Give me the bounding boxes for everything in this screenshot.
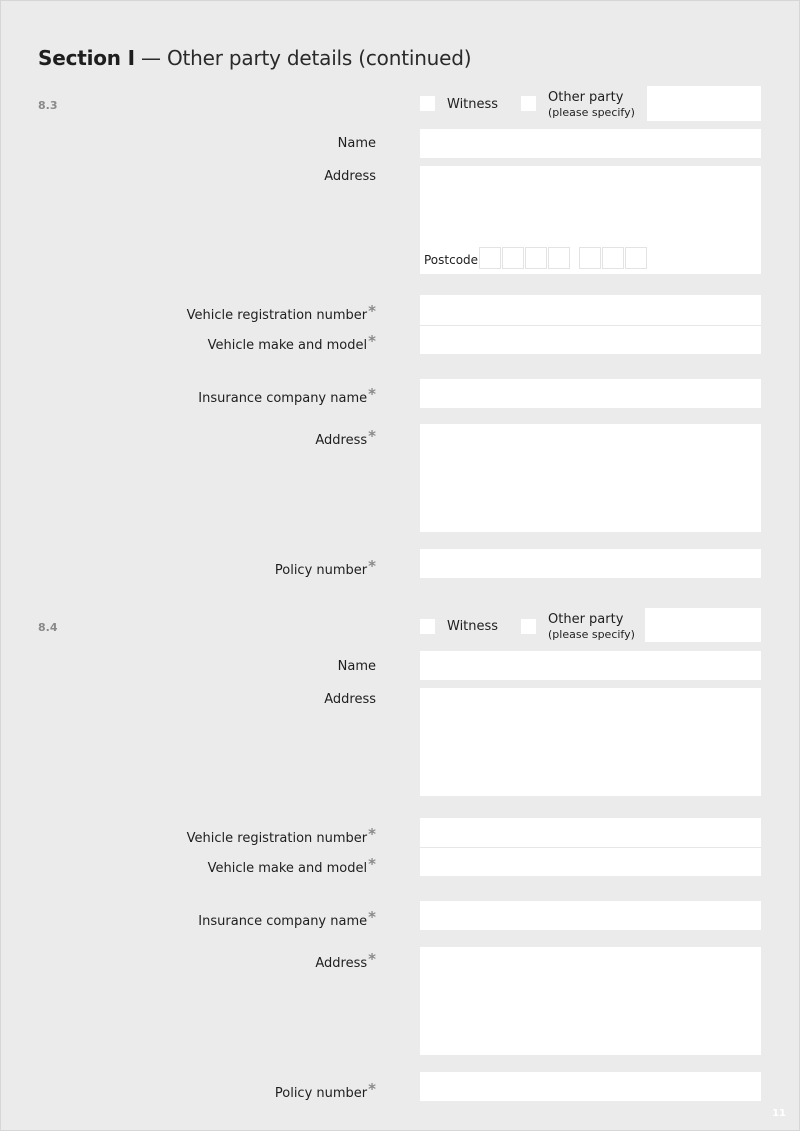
address-field[interactable] [420, 688, 761, 796]
name-field[interactable] [420, 129, 761, 158]
other-party-specify-field[interactable] [645, 608, 761, 642]
name-label: Name [337, 659, 376, 674]
required-asterisk: * [368, 427, 376, 445]
other-party-sub: (please specify) [548, 106, 635, 119]
name-field[interactable] [420, 651, 761, 680]
other-party-label [548, 612, 635, 642]
address-label: Address [324, 692, 376, 707]
witness-checkbox[interactable] [420, 96, 435, 111]
other-party-specify-field[interactable] [647, 86, 761, 121]
postcode-cell[interactable] [579, 247, 601, 269]
vehicle-make-label: Vehicle make and model* [207, 855, 376, 876]
postcode-cell[interactable] [625, 247, 647, 269]
section-number: 8.3 [38, 99, 58, 112]
witness-label: Witness [447, 97, 499, 112]
required-asterisk: * [368, 557, 376, 575]
required-asterisk: * [368, 1080, 376, 1098]
other-party-label [548, 90, 635, 120]
required-asterisk: * [368, 332, 376, 350]
witness-checkbox[interactable] [420, 619, 435, 634]
vehicle-registration-label: Vehicle registration number* [186, 825, 376, 846]
name-label: Name [337, 136, 376, 151]
other-party-sub: (please specify) [548, 628, 635, 641]
other-party-text: Other party [548, 612, 624, 627]
postcode-label: Postcode [424, 253, 479, 267]
required-asterisk: * [368, 385, 376, 403]
insurance-address-label: Address* [315, 950, 376, 971]
other-party-checkbox[interactable] [521, 96, 536, 111]
page-number: 11 [772, 1108, 786, 1119]
required-asterisk: * [368, 950, 376, 968]
address-label: Address [324, 169, 376, 184]
required-asterisk: * [368, 908, 376, 926]
section-title-bold: Section I [38, 46, 135, 70]
insurance-company-label: Insurance company name* [198, 385, 376, 406]
policy-number-label: Policy number* [274, 557, 376, 578]
vehicle-registration-label: Vehicle registration number* [186, 302, 376, 323]
insurance-company-label: Insurance company name* [198, 908, 376, 929]
page-title [38, 46, 471, 70]
other-party-checkbox[interactable] [521, 619, 536, 634]
insurance-company-field[interactable] [420, 379, 761, 408]
postcode-cell[interactable] [479, 247, 501, 269]
insurance-address-field[interactable] [420, 424, 761, 532]
vehicle-make-field[interactable] [420, 848, 761, 876]
postcode-cell[interactable] [602, 247, 624, 269]
postcode-cell[interactable] [502, 247, 524, 269]
vehicle-make-label: Vehicle make and model* [207, 332, 376, 353]
postcode-cell[interactable] [548, 247, 570, 269]
other-party-text: Other party [548, 90, 624, 105]
postcode-cell[interactable] [525, 247, 547, 269]
vehicle-registration-field[interactable] [420, 295, 761, 325]
section-number: 8.4 [38, 621, 58, 634]
required-asterisk: * [368, 302, 376, 320]
required-asterisk: * [368, 855, 376, 873]
required-asterisk: * [368, 825, 376, 843]
section-title-rest: — Other party details (continued) [134, 46, 472, 70]
policy-number-label: Policy number* [274, 1080, 376, 1101]
insurance-address-field[interactable] [420, 947, 761, 1055]
insurance-company-field[interactable] [420, 901, 761, 930]
witness-label: Witness [447, 619, 499, 634]
insurance-address-label: Address* [315, 427, 376, 448]
policy-number-field[interactable] [420, 549, 761, 578]
vehicle-make-field[interactable] [420, 326, 761, 354]
vehicle-registration-field[interactable] [420, 818, 761, 847]
policy-number-field[interactable] [420, 1072, 761, 1101]
